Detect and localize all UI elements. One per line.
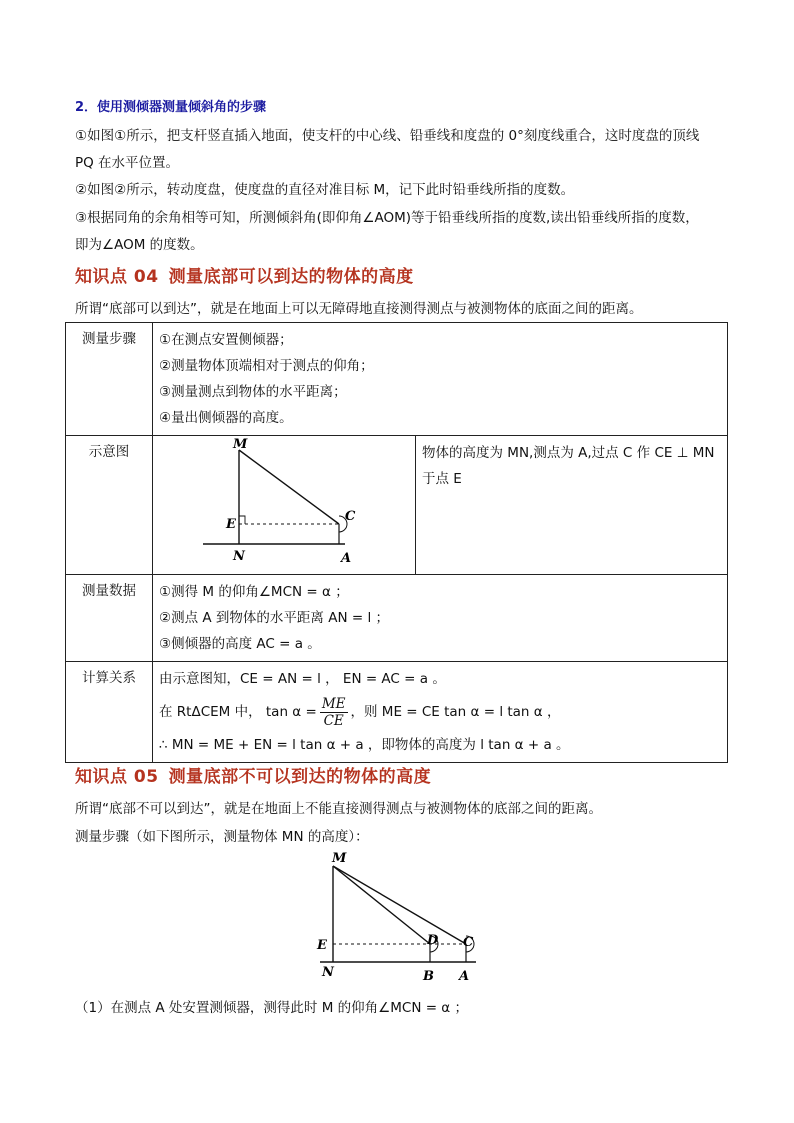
label-N: N [233, 549, 245, 564]
label-B: B [423, 969, 434, 984]
calc-line-2-post: ，则 ME = CE tan α = l tan α ， [350, 704, 561, 720]
section-2-step-1b: PQ 在水平位置。 [75, 155, 180, 171]
label-A: A [341, 551, 352, 566]
kp04-intro: 所谓“底部可以到达”，就是在地面上可以无障碍地直接测得测点与被测物体的底面之间的距离。 [75, 301, 643, 317]
diagram-cell [153, 436, 416, 575]
figure-1 [153, 436, 415, 570]
kp05-intro: 所谓“底部不可以到达”，就是在地面上不能直接测得测点与被测物体的底部之间的距离。 [75, 801, 602, 817]
diagram-desc-line-1: 物体的高度为 MN,测点为 A,过点 C 作 CE ⊥ MN [422, 445, 715, 461]
step-item: ②测量物体顶端相对于测点的仰角； [159, 358, 374, 374]
steps-label: 测量步骤 [66, 323, 153, 436]
table-row-data [66, 575, 728, 662]
section-2-step-3b: 即为∠AOM 的度数。 [75, 237, 204, 253]
calc-line-3: ∴ MN = ME + EN = l tan α + a ，即物体的高度为 l tan α + a 。 [159, 737, 570, 753]
section-2-step-2: ②如图②所示，转动度盘，使度盘的直径对准目标 M，记下此时铅垂线所指的度数。 [75, 182, 575, 198]
figure-2 [300, 848, 500, 988]
diagram-label: 示意图 [66, 436, 153, 575]
step-item: ①在测点安置侧倾器； [159, 332, 293, 348]
sight-line-c [333, 866, 466, 944]
fraction-me-ce [320, 696, 348, 729]
label-C: C [463, 935, 474, 950]
table-row-diagram [66, 436, 728, 575]
label-A: A [459, 969, 470, 984]
table-row-steps [66, 323, 728, 436]
sight-line [239, 450, 339, 524]
kp05-step-1: （1）在测点 A 处安置测倾器，测得此时 M 的仰角∠MCN = α ； [75, 1000, 468, 1016]
label-N: N [322, 965, 334, 980]
calc-label: 计算关系 [66, 662, 153, 763]
calc-line-2-pre: 在 RtΔCEM 中， tan α = [159, 704, 317, 720]
kp04-number: 知识点 04 [75, 267, 159, 287]
section-2-step-3a: ③根据同角的余角相等可知，所测倾斜角(即仰角∠AOM)等于铅垂线所指的度数,读出铅垂线所指的度数， [75, 210, 699, 226]
sight-line-d [333, 866, 430, 944]
calc-line-1: 由示意图知，CE = AN = l ， EN = AC = a 。 [159, 671, 446, 687]
label-D: D [427, 933, 439, 948]
data-label: 测量数据 [66, 575, 153, 662]
knowledge-point-05-heading [75, 762, 431, 787]
data-item: ②测点 A 到物体的水平距离 AN = l ； [159, 610, 389, 626]
fraction-denominator: CE [323, 712, 344, 729]
steps-cell [153, 323, 728, 436]
label-M: M [233, 437, 248, 452]
label-E: E [317, 938, 327, 953]
measurement-table [65, 322, 728, 763]
diagram-description-cell [416, 436, 728, 575]
kp05-steps-intro: 测量步骤（如下图所示，测量物体 MN 的高度）： [75, 829, 369, 845]
fraction-numerator: ME [321, 695, 346, 712]
right-angle-mark [239, 516, 245, 524]
step-item: ③测量测点到物体的水平距离； [159, 384, 347, 400]
kp04-title: 测量底部可以到达的物体的高度 [168, 267, 414, 287]
calc-line-2 [159, 692, 721, 732]
step-item: ④量出侧倾器的高度。 [159, 410, 293, 426]
kp05-title: 测量底部不可以到达的物体的高度 [168, 767, 432, 787]
label-M: M [332, 851, 347, 866]
section-2-step-1a: ①如图①所示，把支杆竖直插入地面，使支杆的中心线、铅垂线和度盘的 0°刻度线重合，这时度盘的顶线 [75, 128, 700, 144]
data-cell [153, 575, 728, 662]
label-E: E [226, 517, 236, 532]
calc-cell [153, 662, 728, 763]
label-C: C [345, 509, 356, 524]
knowledge-point-04-heading [75, 262, 414, 287]
kp05-number: 知识点 05 [75, 767, 159, 787]
diagram-desc-line-2: 于点 E [422, 471, 462, 487]
section-2-title: 2．使用测倾器测量倾斜角的步骤 [75, 100, 267, 115]
data-item: ①测得 M 的仰角∠MCN = α ； [159, 584, 349, 600]
data-item: ③侧倾器的高度 AC = a 。 [159, 636, 321, 652]
table-row-calc [66, 662, 728, 763]
